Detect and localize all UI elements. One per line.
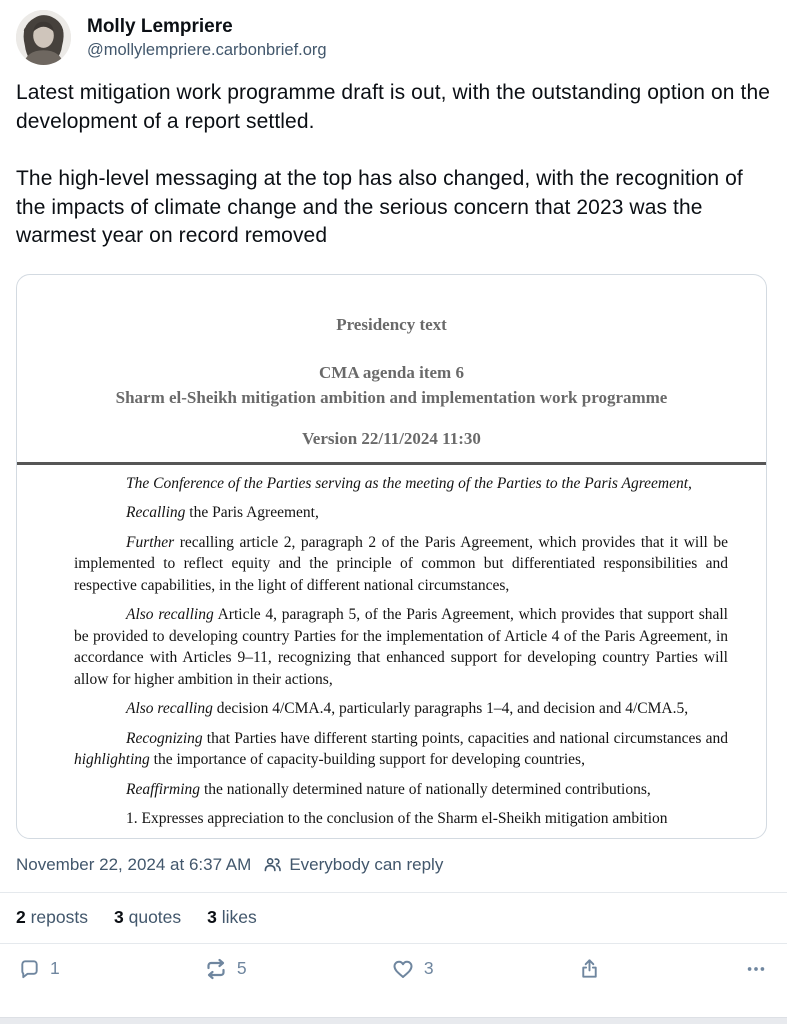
avatar[interactable] bbox=[16, 10, 71, 65]
document-paragraph: Reaffirming the nationally determined nature of nationally determined contributions, bbox=[126, 780, 651, 798]
quotes-stat[interactable] bbox=[114, 907, 181, 928]
reply-setting bbox=[263, 855, 443, 875]
ellipsis-icon bbox=[745, 958, 767, 980]
quotes-count: 3 bbox=[114, 906, 124, 927]
more-options-button[interactable] bbox=[745, 958, 767, 980]
like-button[interactable] bbox=[391, 957, 434, 981]
repost-count: 5 bbox=[236, 958, 247, 979]
quotes-label: quotes bbox=[128, 906, 182, 927]
reply-setting-label: Everybody can reply bbox=[289, 854, 444, 874]
people-group-icon bbox=[263, 855, 282, 874]
document-paragraph: Also recalling Article 4, paragraph 5, of the Paris Agreement, which provides that support shall be provided to developing country Parties for the implementation of Article 4 of the Paris Agreement, in accordance with Articles 9–11, recognizing that enhanced support for developing country Parties will allow for higher ambition in their actions, bbox=[74, 606, 728, 688]
reply-bubble-icon bbox=[18, 957, 41, 980]
document-paragraph: Recalling the Paris Agreement, bbox=[126, 504, 319, 522]
like-count: 3 bbox=[423, 958, 434, 979]
heart-icon bbox=[391, 957, 415, 981]
post-meta-row bbox=[16, 855, 771, 875]
post-text bbox=[16, 79, 771, 251]
reposts-count: 2 bbox=[16, 906, 26, 927]
document-header bbox=[17, 275, 766, 449]
identity-block bbox=[87, 15, 327, 60]
reply-count: 1 bbox=[50, 958, 60, 979]
document-body bbox=[74, 473, 728, 830]
post-header bbox=[16, 10, 771, 65]
document-title: Presidency text bbox=[336, 314, 447, 334]
document-paragraph: The Conference of the Parties serving as the meeting of the Parties to the Paris Agreement, bbox=[126, 474, 692, 492]
document-header-rule bbox=[17, 462, 766, 465]
next-post-separator bbox=[0, 1017, 787, 1024]
post-paragraph: The high-level messaging at the top has also changed, with the recognition of the impacts of climate change and the serious concern that 2023 was the warmest year on record removed bbox=[16, 167, 743, 248]
likes-stat[interactable] bbox=[207, 907, 257, 928]
document-paragraph: Further recalling article 2, paragraph 2 of the Paris Agreement, which provides that it will be implemented to reflect equity and the principle of common but differentiated responsibilities and respective capabilities, in the light of different national circumstances, bbox=[74, 533, 728, 594]
likes-count: 3 bbox=[207, 906, 217, 927]
document-programme-line: Sharm el-Sheikh mitigation ambition and implementation work programme bbox=[115, 387, 668, 407]
reposts-stat[interactable] bbox=[16, 907, 88, 928]
display-name[interactable]: Molly Lempriere bbox=[87, 16, 233, 38]
document-paragraph: Recognizing that Parties have different starting points, capacities and national circumstances and highlighting the importance of capacity-building support for developing countries, bbox=[74, 729, 728, 769]
likes-label: likes bbox=[221, 906, 257, 927]
share-button[interactable] bbox=[578, 957, 601, 980]
share-up-arrow-icon bbox=[578, 957, 601, 980]
avatar-portrait-graphic bbox=[16, 10, 71, 65]
reply-button[interactable] bbox=[18, 957, 60, 980]
presidency-text-document bbox=[17, 275, 766, 830]
document-paragraph: 1. Expresses appreciation to the conclusion of the Sharm el-Sheikh mitigation ambition bbox=[126, 810, 668, 828]
reposts-label: reposts bbox=[30, 906, 88, 927]
post-paragraph: Latest mitigation work programme draft is out, with the outstanding option on the development of a report settled. bbox=[16, 81, 771, 133]
document-agenda-line: CMA agenda item 6 bbox=[319, 362, 464, 382]
action-bar bbox=[0, 944, 787, 996]
document-paragraph: Also recalling decision 4/CMA.4, particularly paragraphs 1–4, and decision and 4/CMA.5, bbox=[126, 700, 689, 718]
stats-row bbox=[0, 893, 787, 943]
document-version-line: Version 22/11/2024 11:30 bbox=[302, 428, 481, 448]
handle[interactable]: @mollylempriere.carbonbrief.org bbox=[87, 40, 327, 59]
timestamp: November 22, 2024 at 6:37 AM bbox=[16, 854, 252, 874]
embedded-document-image[interactable] bbox=[16, 274, 767, 839]
repost-button[interactable] bbox=[204, 957, 247, 981]
repost-arrows-icon bbox=[204, 957, 228, 981]
